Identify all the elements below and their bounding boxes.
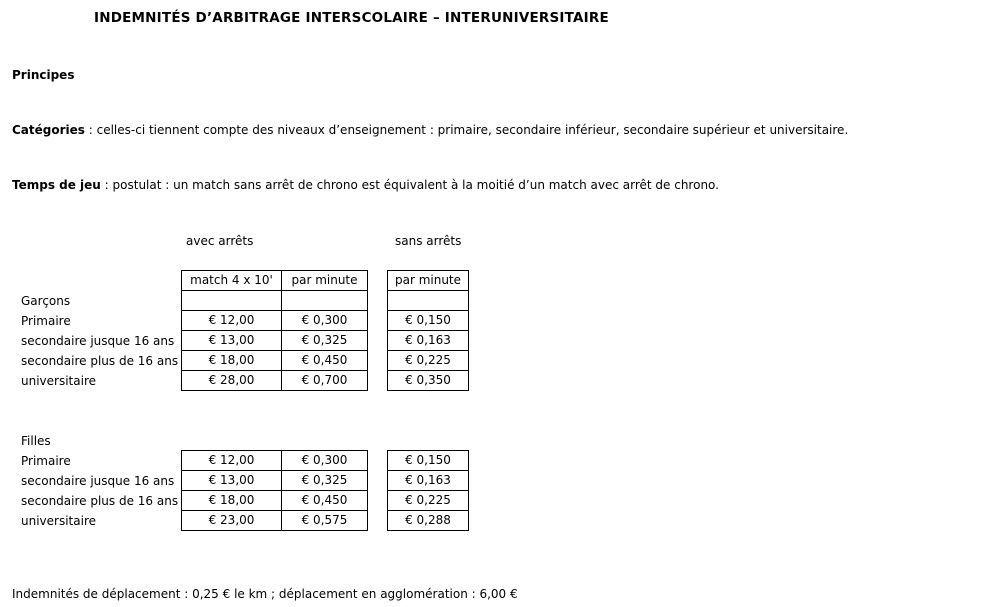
table-header-row: [182, 271, 368, 291]
filles-row-label: secondaire jusque 16 ans: [21, 474, 175, 488]
filles-label: Filles: [21, 434, 51, 448]
cell-match: € 13,00: [182, 471, 282, 491]
temps-text: : postulat : un match sans arrêt de chrono est équivalent à la moitié d’un match avec arrêt de chrono.: [100, 178, 719, 192]
garcons-row-label: universitaire: [21, 374, 96, 388]
cell-sans-arret: € 0,288: [388, 511, 469, 531]
table-empty-row: [182, 291, 368, 311]
categories-text: : celles-ci tiennent compte des niveaux d’enseignement : primaire, secondaire inférieur, secondaire supérieur et universitaire.: [84, 123, 849, 137]
garcons-sans-table: [387, 270, 469, 391]
cell-sans-arret: € 0,225: [388, 491, 469, 511]
table-row: [388, 351, 469, 371]
cell-match: € 13,00: [182, 331, 282, 351]
filles-avec-table: [181, 450, 368, 531]
header-avec-arrets: avec arrêts: [186, 234, 254, 248]
table-row: [182, 511, 368, 531]
table-row: [182, 371, 368, 391]
table-row: [182, 311, 368, 331]
table-row: [388, 311, 469, 331]
table-row: [388, 371, 469, 391]
filles-row-label: Primaire: [21, 454, 71, 468]
page-title: INDEMNITÉS D’ARBITRAGE INTERSCOLAIRE – INTERUNIVERSITAIRE: [94, 10, 609, 26]
cell-par-minute: € 0,325: [282, 331, 368, 351]
garcons-row-label: Primaire: [21, 314, 71, 328]
garcons-row-label: secondaire plus de 16 ans: [21, 354, 179, 368]
column-header-par-minute: par minute: [282, 271, 368, 291]
header-sans-arrets: sans arrêts: [395, 234, 462, 248]
cell-sans-arret: € 0,225: [388, 351, 469, 371]
cell-sans-arret: € 0,150: [388, 311, 469, 331]
garcons-label: Garçons: [21, 294, 71, 308]
column-header-par-minute-sans: par minute: [388, 271, 469, 291]
cell-par-minute: € 0,300: [282, 311, 368, 331]
garcons-row-label: secondaire jusque 16 ans: [21, 334, 175, 348]
table-row: [388, 511, 469, 531]
table-row: [182, 471, 368, 491]
footer-travel-allowance: Indemnités de déplacement : 0,25 € le km ; déplacement en agglomération : 6,00 €: [12, 587, 518, 601]
cell-sans-arret: € 0,163: [388, 331, 469, 351]
cell-par-minute: € 0,300: [282, 451, 368, 471]
cell-par-minute: € 0,450: [282, 491, 368, 511]
garcons-avec-table: [181, 270, 368, 391]
temps-label: Temps de jeu: [12, 178, 101, 192]
cell-match: € 18,00: [182, 351, 282, 371]
table-row: [182, 451, 368, 471]
cell-par-minute: € 0,700: [282, 371, 368, 391]
table-row: [388, 331, 469, 351]
cell-par-minute: € 0,575: [282, 511, 368, 531]
cell-match: € 23,00: [182, 511, 282, 531]
cell-sans-arret: € 0,163: [388, 471, 469, 491]
table-row: [182, 331, 368, 351]
column-header-match: match 4 x 10': [182, 271, 282, 291]
cell-match: € 18,00: [182, 491, 282, 511]
table-row: [388, 471, 469, 491]
table-empty-row: [388, 291, 469, 311]
temps-paragraph: [12, 178, 719, 192]
table-row: [182, 351, 368, 371]
cell-match: € 12,00: [182, 311, 282, 331]
cell-match: € 12,00: [182, 451, 282, 471]
table-row: [182, 491, 368, 511]
cell-par-minute: € 0,450: [282, 351, 368, 371]
filles-row-label: universitaire: [21, 514, 96, 528]
filles-sans-table: [387, 450, 469, 531]
table-header-row: [388, 271, 469, 291]
cell-match: € 28,00: [182, 371, 282, 391]
categories-paragraph: [12, 123, 848, 137]
categories-label: Catégories: [12, 123, 85, 137]
cell-sans-arret: € 0,150: [388, 451, 469, 471]
table-row: [388, 491, 469, 511]
filles-row-label: secondaire plus de 16 ans: [21, 494, 179, 508]
table-row: [388, 451, 469, 471]
section-principes: Principes: [12, 68, 75, 82]
cell-par-minute: € 0,325: [282, 471, 368, 491]
cell-sans-arret: € 0,350: [388, 371, 469, 391]
